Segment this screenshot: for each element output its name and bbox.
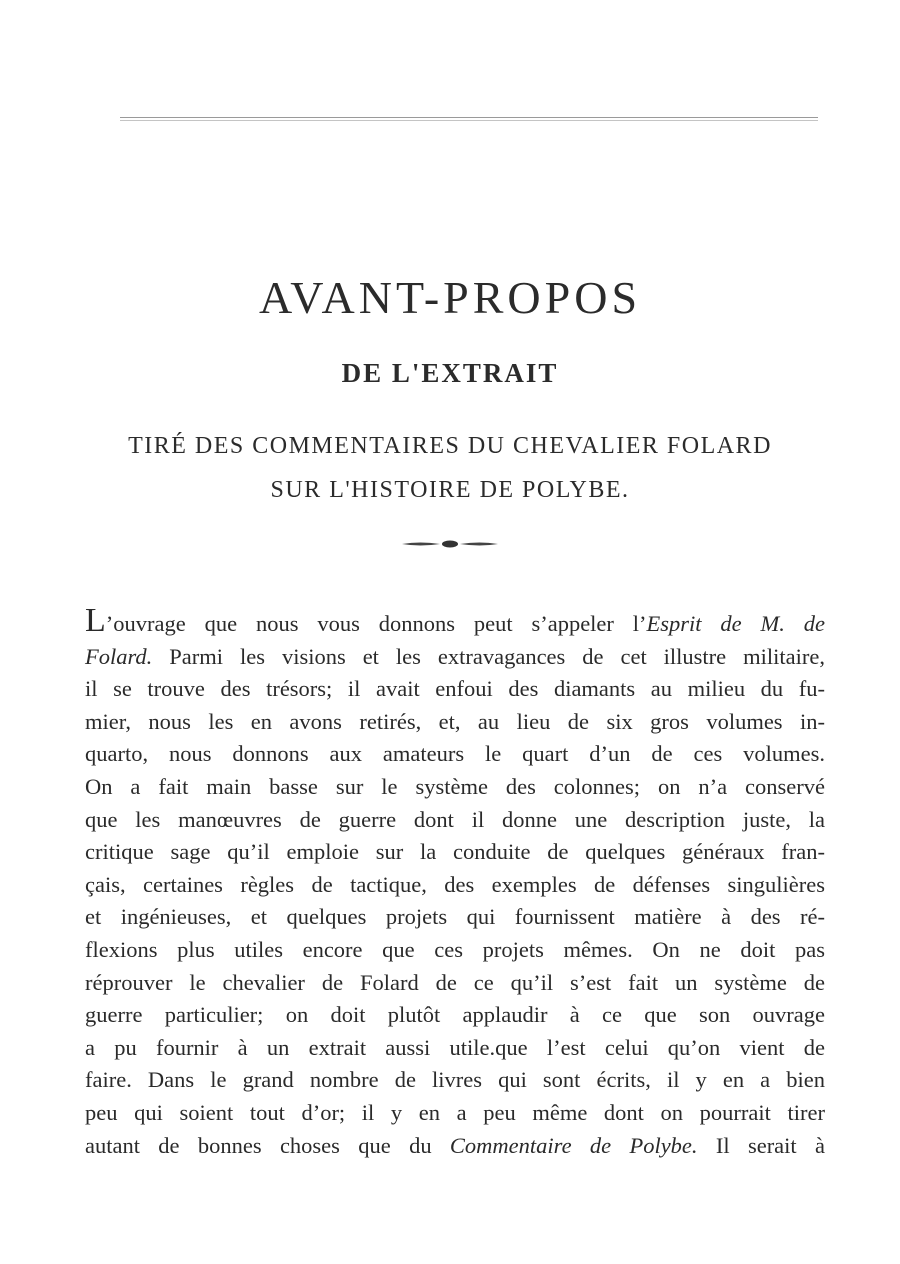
italic-text: Folard.	[85, 643, 153, 669]
page-title: AVANT-PROPOS	[258, 272, 642, 323]
text-run: a pu fournir à un extrait aussi utile.que l’est celui qu’on vient de	[85, 1034, 825, 1060]
page-subtitle-secondary	[0, 424, 900, 512]
text-line	[85, 771, 825, 804]
text-line	[85, 804, 825, 837]
drop-cap: L	[85, 602, 106, 639]
subtitle-line-1: TIRÉ DES COMMENTAIRES DU CHEVALIER FOLARD	[128, 433, 772, 459]
text-run: flexions plus utiles encore que ces projets mêmes. On ne doit pas	[85, 936, 825, 962]
text-run: critique sage qu’il emploie sur la conduite de quelques généraux fran-	[85, 839, 825, 865]
text-run: quarto, nous donnons aux amateurs le quart d’un de ces volumes.	[85, 741, 825, 767]
text-run: réprouver le chevalier de Folard de ce qu’il s’est fait un système de	[85, 969, 825, 995]
text-line	[85, 738, 825, 771]
text-run: que les manœuvres de guerre dont il donne une description juste, la	[85, 806, 825, 832]
ornament-divider-icon	[400, 538, 500, 550]
page-subtitle: DE L'EXTRAIT	[341, 358, 559, 388]
text-line	[85, 901, 825, 934]
text-run: autant de bonnes choses que du	[85, 1132, 450, 1158]
italic-text: Commentaire de Polybe.	[449, 1132, 698, 1158]
text-line	[85, 869, 825, 902]
top-decorative-rule	[120, 116, 818, 122]
body-paragraph	[85, 602, 825, 1162]
text-run: çais, certaines règles de tactique, des exemples de défenses singulières	[85, 871, 825, 897]
text-run: il se trouve des trésors; il avait enfoui des diamants au milieu du fu-	[85, 676, 825, 702]
text-run: peu qui soient tout d’or; il y en a peu même dont on pourrait tirer	[85, 1099, 825, 1125]
text-run: mier, nous les en avons retirés, et, au lieu de six gros volumes in-	[85, 708, 825, 734]
subtitle-line-2: SUR L'HISTOIRE DE POLYBE.	[270, 477, 630, 503]
text-line	[85, 1130, 825, 1163]
text-run: Parmi les visions et les extravagances de cet illustre militaire,	[152, 643, 825, 669]
text-line	[85, 706, 825, 739]
text-line	[85, 1064, 825, 1097]
text-run: Il serait à	[697, 1132, 825, 1158]
text-line	[85, 836, 825, 869]
text-line	[85, 673, 825, 706]
text-run: et ingénieuses, et quelques projets qui fournissent matière à des ré-	[85, 904, 825, 930]
text-line	[85, 934, 825, 967]
italic-text: Esprit de M. de	[646, 611, 825, 636]
text-run: On a fait main basse sur le système des colonnes; on n’a conservé	[85, 773, 825, 799]
text-line	[85, 999, 825, 1032]
text-line	[85, 1097, 825, 1130]
text-line	[85, 641, 825, 674]
text-run: guerre particulier; on doit plutôt applaudir à ce que son ouvrage	[85, 1002, 825, 1028]
text-line	[85, 967, 825, 1000]
text-run: ’ouvrage que nous vous donnons peut s’appeler l’	[105, 611, 647, 636]
text-run: faire. Dans le grand nombre de livres qui sont écrits, il y en a bien	[85, 1067, 825, 1093]
text-line	[85, 1032, 825, 1065]
text-line	[85, 602, 825, 641]
